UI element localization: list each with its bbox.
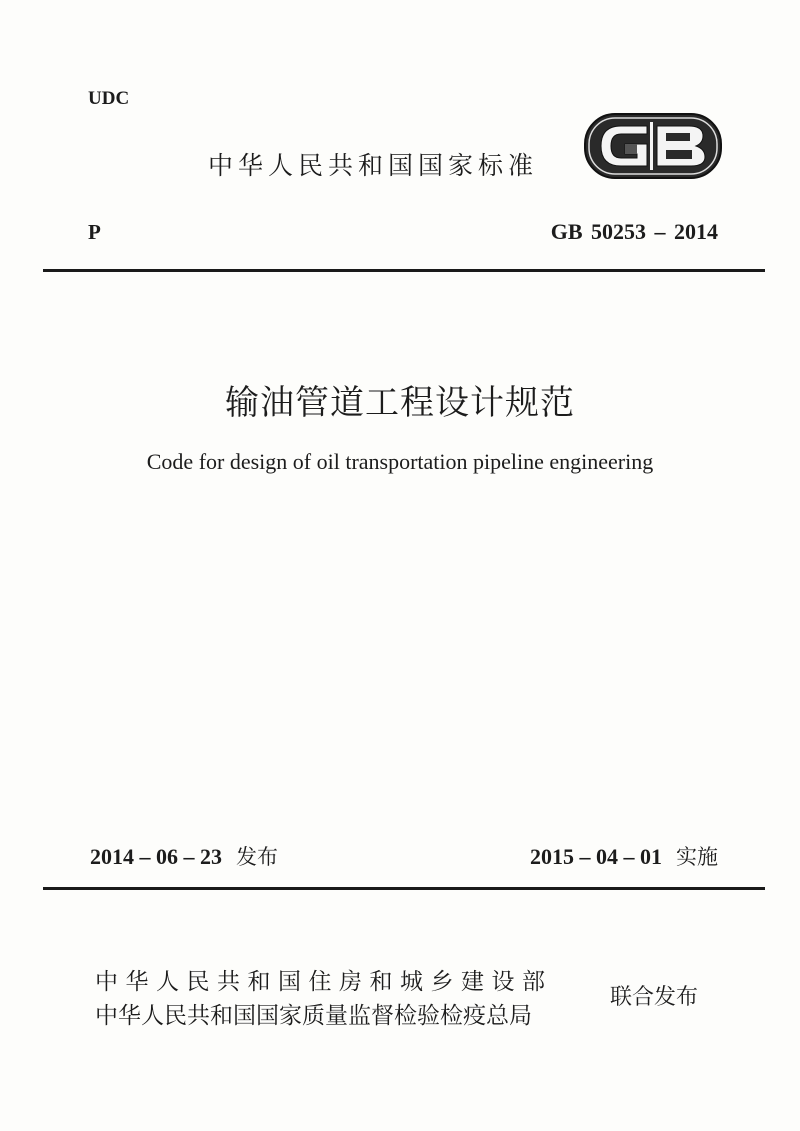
bottom-divider	[43, 887, 765, 890]
udc-label: UDC	[88, 88, 130, 109]
top-divider	[43, 269, 765, 272]
standard-number: GB 50253 – 2014	[550, 219, 718, 244]
gb-logo-icon	[583, 112, 723, 180]
implement-date: 2015 – 04 – 01	[530, 844, 662, 869]
publish-label: 发布	[236, 845, 278, 869]
title-chinese: 输油管道工程设计规范	[225, 385, 575, 422]
implement-label: 实施	[676, 845, 718, 869]
joint-issue-label: 联合发布	[610, 985, 699, 1010]
issuer-ministry-housing: 中华人民共和国住房和城乡建设部	[95, 969, 553, 995]
classification-code: P	[88, 220, 101, 244]
publish-date-block	[90, 841, 278, 871]
title-english: Code for design of oil transportation pipeline engineering	[146, 449, 654, 474]
issuer-quality-supervision: 中华人民共和国国家质量监督检验检疫总局	[95, 1003, 532, 1029]
national-standard-heading: 中华人民共和国国家标准	[208, 151, 539, 180]
publish-date: 2014 – 06 – 23	[90, 844, 222, 869]
implement-date-block	[530, 841, 718, 871]
